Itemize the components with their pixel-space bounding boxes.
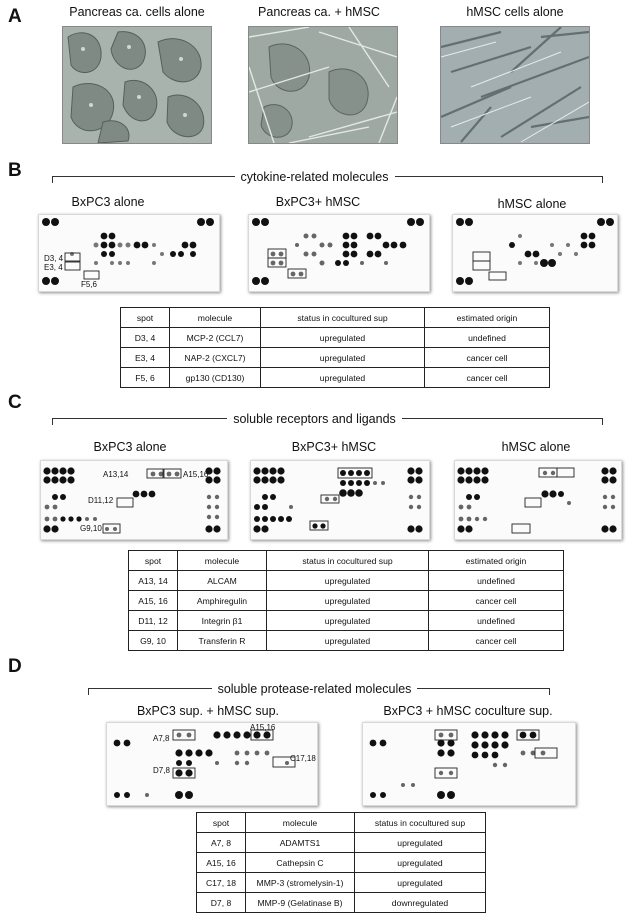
table-header: estimated origin xyxy=(429,551,564,571)
table-cell: MMP-9 (Gelatinase B) xyxy=(246,893,355,913)
bracket-c-label: soluble receptors and ligands xyxy=(227,412,402,426)
table-cell: upregulated xyxy=(261,348,425,368)
array-c-2 xyxy=(250,460,430,540)
caption-cancer-alone: Pancreas ca. cells alone xyxy=(69,5,205,19)
table-cell: upregulated xyxy=(267,631,429,651)
table-cell: E3, 4 xyxy=(121,348,170,368)
table-row xyxy=(129,571,564,591)
table-cell: upregulated xyxy=(261,328,425,348)
panel-letter-d: D xyxy=(8,656,22,677)
array-title-c-1: BxPC3 alone xyxy=(93,440,167,454)
array-title-c-3: hMSC alone xyxy=(501,440,571,454)
table-row xyxy=(121,328,550,348)
array-b-1 xyxy=(38,214,220,292)
table-row xyxy=(129,611,564,631)
table-header: molecule xyxy=(178,551,267,571)
table-cell: ADAMTS1 xyxy=(246,833,355,853)
table-row xyxy=(197,853,486,873)
table-cell: D11, 12 xyxy=(129,611,178,631)
table-header: spot xyxy=(121,308,170,328)
table-cell: ALCAM xyxy=(178,571,267,591)
table-cell: A15, 16 xyxy=(197,853,246,873)
spot-label-a7: A7,8 xyxy=(153,734,170,743)
table-cell: D3, 4 xyxy=(121,328,170,348)
spot-label-a15: A15,16 xyxy=(250,723,276,732)
spot-label-e3: E3, 4 xyxy=(44,263,63,272)
table-cell: A13, 14 xyxy=(129,571,178,591)
table-cell: A7, 8 xyxy=(197,833,246,853)
table-cell: cancer cell xyxy=(429,631,564,651)
array-d-1 xyxy=(106,722,318,806)
table-cell: upregulated xyxy=(355,873,486,893)
table-row xyxy=(129,631,564,651)
table-header: spot xyxy=(197,813,246,833)
table-cell: undefined xyxy=(425,328,550,348)
table-cell: D7, 8 xyxy=(197,893,246,913)
spot-label-d11: D11,12 xyxy=(88,496,114,505)
array-b-3 xyxy=(452,214,618,292)
table-cell: A15, 16 xyxy=(129,591,178,611)
table-d xyxy=(196,812,486,913)
table-cell: undefined xyxy=(429,571,564,591)
table-cell: upregulated xyxy=(267,611,429,631)
panel-letter-a: A xyxy=(8,6,22,27)
table-cell: MCP-2 (CCL7) xyxy=(170,328,261,348)
array-title-d-1: BxPC3 sup. + hMSC sup. xyxy=(136,704,280,718)
table-cell: Cathepsin C xyxy=(246,853,355,873)
table-cell: upregulated xyxy=(267,571,429,591)
table-cell: C17, 18 xyxy=(197,873,246,893)
caption-coculture: Pancreas ca. + hMSC xyxy=(258,5,380,19)
micrograph-coculture xyxy=(248,26,398,144)
table-header: estimated origin xyxy=(425,308,550,328)
spot-label-f5: F5,6 xyxy=(81,280,98,289)
table-row xyxy=(197,873,486,893)
table-cell: NAP-2 (CXCL7) xyxy=(170,348,261,368)
table-cell: cancer cell xyxy=(425,368,550,388)
table-row xyxy=(197,813,486,833)
spot-label-d7: D7,8 xyxy=(153,766,170,775)
table-row xyxy=(121,308,550,328)
table-cell: MMP-3 (stromelysin-1) xyxy=(246,873,355,893)
table-header: molecule xyxy=(170,308,261,328)
spot-label-a15: A15,16 xyxy=(183,470,209,479)
table-cell: cancer cell xyxy=(429,591,564,611)
table-b xyxy=(120,307,550,388)
table-cell: upregulated xyxy=(355,833,486,853)
caption-hmsc-alone: hMSC cells alone xyxy=(466,5,564,19)
table-row xyxy=(121,348,550,368)
array-title-b-1: BxPC3 alone xyxy=(71,195,145,209)
table-row xyxy=(129,591,564,611)
panel-letter-c: C xyxy=(8,392,22,413)
table-cell: cancer cell xyxy=(425,348,550,368)
table-row xyxy=(197,833,486,853)
table-cell: upregulated xyxy=(267,591,429,611)
array-title-b-2: BxPC3+ hMSC xyxy=(275,195,361,209)
array-title-c-2: BxPC3+ hMSC xyxy=(291,440,377,454)
bracket-b-label-wrap xyxy=(0,168,629,186)
bracket-c-label-wrap xyxy=(0,410,629,428)
micrograph-hmsc-alone xyxy=(440,26,590,144)
table-header: molecule xyxy=(246,813,355,833)
table-cell: F5, 6 xyxy=(121,368,170,388)
table-header: status in cocultured sup xyxy=(261,308,425,328)
micrograph-cancer-alone xyxy=(62,26,212,144)
bracket-b-label: cytokine-related molecules xyxy=(235,170,395,184)
table-cell: Integrin β1 xyxy=(178,611,267,631)
table-cell: upregulated xyxy=(355,853,486,873)
spot-label-d3: D3, 4 xyxy=(44,254,64,263)
table-cell: downregulated xyxy=(355,893,486,913)
table-cell: G9, 10 xyxy=(129,631,178,651)
array-title-b-3: hMSC alone xyxy=(497,197,567,211)
table-header: status in cocultured sup xyxy=(355,813,486,833)
table-header: status in cocultured sup xyxy=(267,551,429,571)
table-cell: upregulated xyxy=(261,368,425,388)
table-header: spot xyxy=(129,551,178,571)
bracket-d-label-wrap xyxy=(0,680,629,698)
panel-letter-b: B xyxy=(8,160,22,181)
bracket-d-label: soluble protease-related molecules xyxy=(212,682,418,696)
array-d-2 xyxy=(362,722,576,806)
table-c xyxy=(128,550,564,651)
array-b-2 xyxy=(248,214,430,292)
table-cell: Transferin R xyxy=(178,631,267,651)
array-c-3 xyxy=(454,460,622,540)
table-cell: Amphiregulin xyxy=(178,591,267,611)
table-row xyxy=(129,551,564,571)
spot-label-c17: C17,18 xyxy=(290,754,316,763)
table-row xyxy=(121,368,550,388)
spot-label-a13: A13,14 xyxy=(103,470,129,479)
table-cell: gp130 (CD130) xyxy=(170,368,261,388)
array-title-d-2: BxPC3 + hMSC coculture sup. xyxy=(383,704,553,718)
table-cell: undefined xyxy=(429,611,564,631)
spot-label-g9: G9,10 xyxy=(80,524,102,533)
